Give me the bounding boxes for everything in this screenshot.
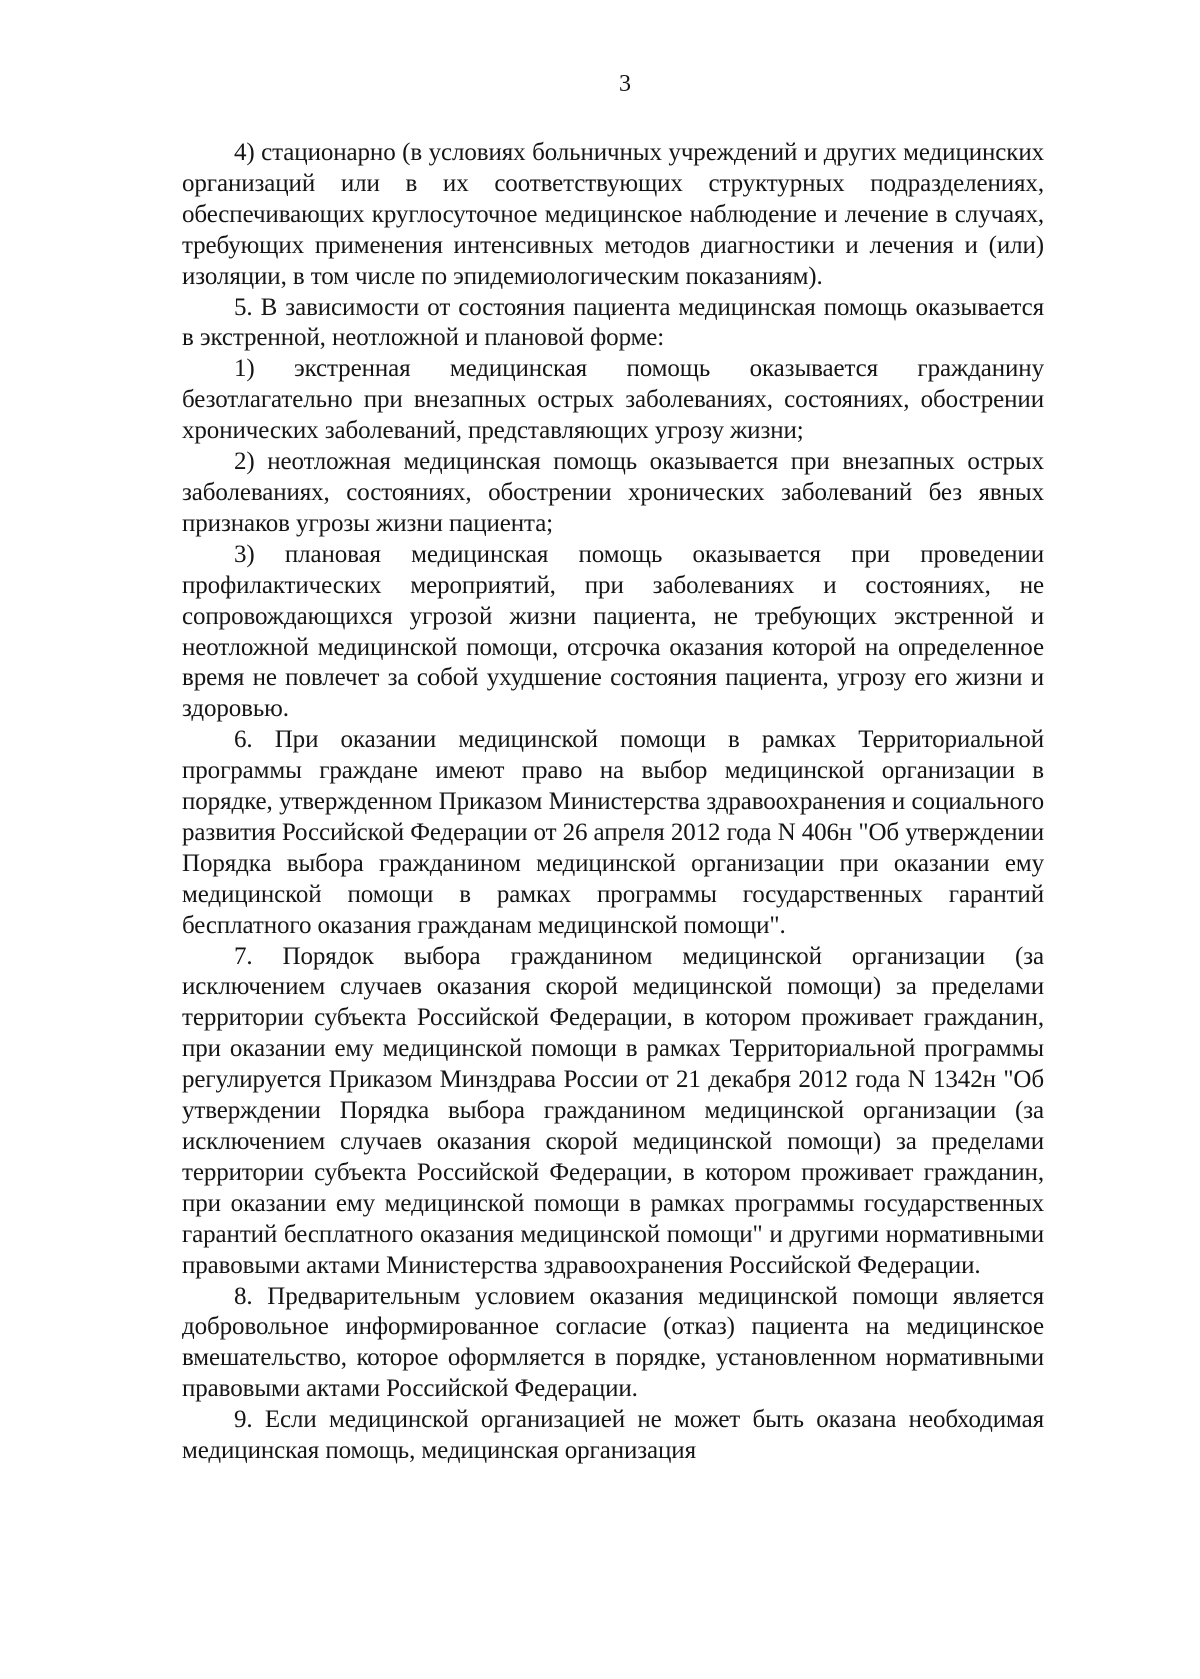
paragraph-section-8: 8. Предварительным условием оказания медицинской помощи является добровольное информированное согласие (отказ) пациента на медицинское вмешательство, которое оформляется в порядке, установленном нормативными правовыми актами Российской Федерации. xyxy=(182,1282,1044,1403)
paragraph-section-9: 9. Если медицинской организацией не может быть оказана необходимая медицинская помощь, медицинская организация xyxy=(182,1406,1044,1465)
paragraph-item-1-emergency: 1) экстренная медицинская помощь оказывается гражданину безотлагательно при внезапных острых заболеваниях, состояниях, обострении хронических заболеваний, представляющих угрозу жизни; xyxy=(182,355,1044,445)
paragraph-section-6: 6. При оказании медицинской помощи в рамках Территориальной программы граждане имеют право на выбор медицинской организации в порядке, утвержденном Приказом Министерства здравоохранения и социального развития Российской Федерации от 26 апреля 2012 года N 406н "Об утверждении Порядка выбора гражданином медицинской организации при оказании ему медицинской помощи в рамках программы государственных гарантий бесплатного оказания гражданам медицинской помощи". xyxy=(182,726,1044,939)
paragraph-section-7: 7. Порядок выбора гражданином медицинской организации (за исключением случаев оказания скорой медицинской помощи) за пределами территории субъекта Российской Федерации, в котором проживает гражданин, при оказании ему медицинской помощи в рамках Территориальной программы регулируется Приказом Минздрава России от 21 декабря 2012 года N 1342н "Об утверждении Порядка выбора гражданином медицинской организации (за исключением случаев оказания скорой медицинской помощи) за пределами территории субъекта Российской Федерации, в котором проживает гражданин, при оказании ему медицинской помощи в рамках программы государственных гарантий бесплатного оказания медицинской помощи" и другими нормативными правовыми актами Министерства здравоохранения Российской Федерации. xyxy=(182,942,1044,1279)
paragraph-section-5: 5. В зависимости от состояния пациента медицинская помощь оказывается в экстренной, неотложной и плановой форме: xyxy=(182,293,1044,352)
paragraph-item-2-urgent: 2) неотложная медицинская помощь оказывается при внезапных острых заболеваниях, состояниях, обострении хронических заболеваний без явных признаков угрозы жизни пациента; xyxy=(182,448,1044,537)
document-body xyxy=(182,138,1044,1467)
paragraph-item-4-inpatient: 4) стационарно (в условиях больничных учреждений и других медицинских организаций или в их соответствующих структурных подразделениях, обеспечивающих круглосуточное медицинское наблюдение и лечение в случаях, требующих применения интенсивных методов диагностики и лечения и (или) изоляции, в том числе по эпидемиологическим показаниям). xyxy=(182,139,1044,290)
page-number: 3 xyxy=(619,71,631,97)
paragraph-item-3-planned: 3) плановая медицинская помощь оказывается при проведении профилактических мероприятий, при заболеваниях и состояниях, не сопровождающихся угрозой жизни пациента, не требующих экстренной и неотложной медицинской помощи, отсрочка оказания которой на определенное время не повлечет за собой ухудшение состояния пациента, угрозу его жизни и здоровью. xyxy=(182,540,1044,723)
